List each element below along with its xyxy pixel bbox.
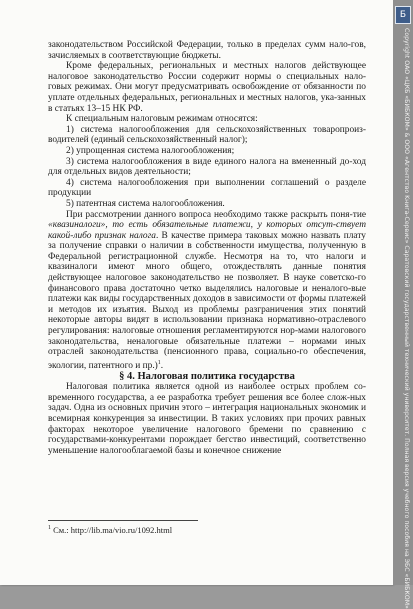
paragraph: Кроме федеральных, региональных и местных налогов действующее налоговое законодательство России содержит нормы о специальных нало-говых режимах. Они могут предусматривать освобождение от обязанности по уплате отдельных федеральных, региональных и местных налогов, ука-занных в статьях 13–15 НК РФ. — [48, 61, 366, 114]
footnote — [48, 525, 172, 535]
list-item: 1) система налогообложения для сельскохозяйственных товаропроиз-водителей (единый сельскохозяйственный налог); — [48, 124, 366, 146]
footnote-ref: 1 — [157, 359, 161, 366]
paragraph: законодательством Российской Федерации, только в пределах сумм нало-гов, зачисляемых в соответствующие бюджеты. — [48, 40, 366, 61]
list-item: 5) патентная система налогообложения. — [66, 198, 225, 209]
library-logo-icon: Б — [395, 6, 411, 24]
list-item: 4) система налогообложения при выполнении соглашений о разделе продукции — [48, 177, 366, 199]
list-item: 3) система налогообложения в виде единого налога на вмененный до-ход для отдельных видов деятельности; — [48, 156, 366, 178]
copyright-watermark: Copyright ОАО «ЦКБ «БИБКОМ» & ООО «Aгентство Kнига-Cервис» Саратовский государственный технический университет. Полная версия учебного пособия на ЭБС «БИБКОМ» — [403, 28, 410, 609]
paragraph-end: . — [160, 360, 164, 371]
paragraph — [48, 210, 366, 372]
paragraph: К специальным налоговым режимам относятся: — [66, 114, 258, 125]
paragraph-text: . В качестве примера таковых можно назвать плату за получение справки о наличии в собственности имущества, полученную в Федеральной регистрационной службе. Несмотря на то, что налоги и квазиналоги имеют много общего, отождествлять данные понятия действующее налоговое законодательство не позволяет. В науке советско-го финансового права достаточно четко выделялись налоговые и неналого-вые платежи как виды государственных доходов в зависимости от формы платежей и методов их изъятия. Выход из проблемы разграничения этих понятий некоторые авторы видят в использовании признака нормативно-отраслевого регулирования: налоговые отношения регламентируются нор-мами налогового законодательства, неналоговые обязательные платежи – нормами иных отраслей законодательства (пенсионного права, социально-го обеспечения, экологии, патентного и пр.) — [48, 230, 366, 371]
paragraph: Налоговая политика является одной из наиболее острых проблем со-временного государства, а ее разработка требует решения все более слож-ных задач. Одна из основных причин этого – интеграция национальных экономик и всемирная конкуренция за инвестиции. В таких условиях при прочих равных факторах некоторое увеличение налогового бремени по сравнению с государствами-конкурентами порождает бегство инвестиций, соответственно уменьшение налогооблагаемой базы и конечное снижение — [48, 382, 366, 456]
paragraph-text: При рассмотрении данного вопроса необходимо также раскрыть поня-тие — [66, 209, 366, 220]
section-heading: § 4. Налоговая политика государства — [119, 370, 295, 382]
footnote-text: См.: http://lib.ma/vio.ru/1092.html — [51, 525, 173, 535]
list-item: 2) упрощенная система налогообложения; — [66, 145, 235, 156]
body-text — [48, 40, 366, 456]
footnote-divider — [48, 520, 198, 521]
footnote-marker: 1 — [48, 525, 51, 532]
emphasis-text: «квазиналоги», то есть обязательные платежи, у которых отсут-ствует какой-либо признак налога — [48, 220, 366, 241]
